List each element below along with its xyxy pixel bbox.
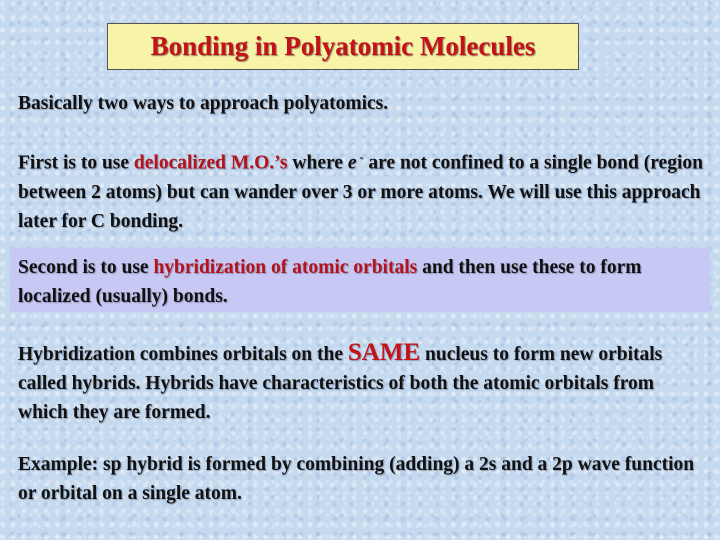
intro-text: Basically two ways to approach polyatomics. — [18, 93, 389, 114]
p3-text-a: Second is to use — [18, 257, 154, 278]
paragraph-same-nucleus — [18, 338, 708, 427]
hybridization-term: hybridization of atomic orbitals — [153, 257, 418, 278]
delocalized-mo-term: delocalized M.O.’s — [133, 152, 288, 174]
paragraph-delocalized — [18, 143, 708, 236]
p4-text-a: Hybridization combines orbitals on the — [18, 344, 348, 365]
paragraph-intro — [18, 89, 708, 118]
slide-title: Bonding in Polyatomic Molecules — [150, 31, 536, 61]
p2-text-a: First is to use — [18, 152, 134, 174]
paragraph-hybridization — [18, 253, 708, 311]
p3-text-b: and then use these to form localized (usually) bonds. — [18, 257, 642, 307]
p4-text-b: nucleus to form new orbitals called hybrids. Hybrids have characteristics of both the atomic orbitals from which they are formed. — [18, 344, 663, 423]
same-emphasis: SAME — [347, 339, 421, 366]
p2-text-c: are not confined to a single bond (region between 2 atoms) but can wander over 3 or more atoms. We will use this approach later for C bonding. — [18, 152, 703, 232]
paragraph-example — [18, 450, 708, 508]
electron-charge: - — [356, 150, 364, 164]
p2-text-b: where — [287, 152, 348, 174]
electron-symbol: e — [347, 152, 357, 174]
title-box — [107, 23, 579, 70]
example-text: Example: sp hybrid is formed by combining (adding) a 2s and a 2p wave function or orbital on a single atom. — [18, 454, 695, 504]
